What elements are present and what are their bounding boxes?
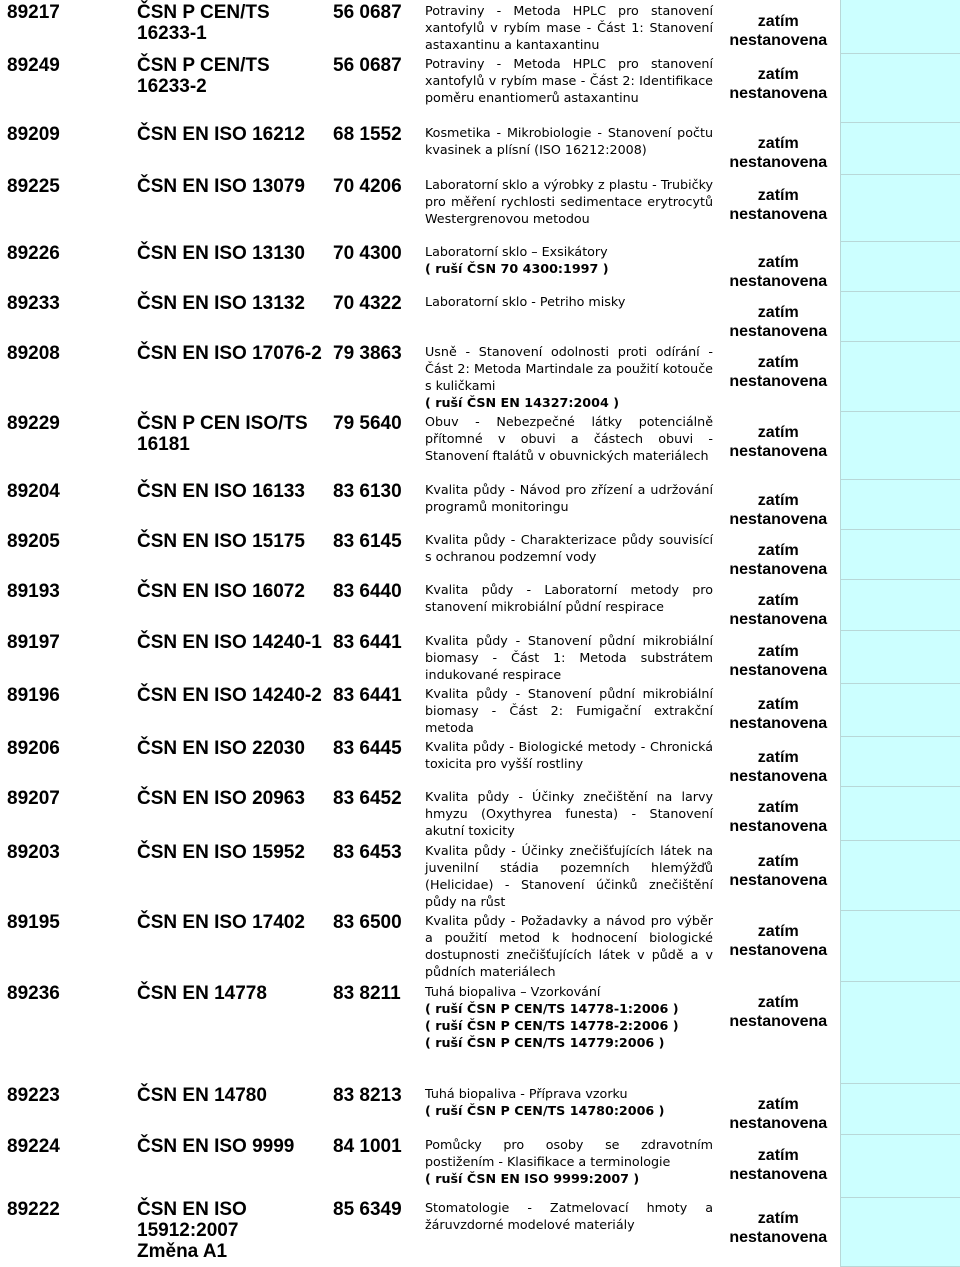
effective-date-cell bbox=[717, 479, 840, 529]
standard-designation: ČSN EN 14780 bbox=[137, 1085, 267, 1106]
table-row bbox=[0, 241, 960, 291]
standard-designation-cell bbox=[130, 736, 325, 786]
replaces-note: ( ruší ČSN P CEN/TS 14778-1:2006 ) bbox=[425, 1001, 679, 1016]
standard-title: Kvalita půdy - Účinky znečišťujících látek na juvenilní stádia pozemních hlemýžďů (Helicidae) - Stanovení účinků znečištění půdy na růst bbox=[425, 843, 713, 909]
effective-date-status: zatím bbox=[757, 66, 799, 83]
standard-title-cell bbox=[421, 411, 717, 479]
effective-date-cell bbox=[717, 291, 840, 341]
effective-date-cell bbox=[717, 1134, 840, 1197]
table-row bbox=[0, 53, 960, 122]
standard-title-cell bbox=[421, 1083, 717, 1134]
standard-title: Kvalita půdy - Laboratorní metody pro stanovení mikrobiální půdní respirace bbox=[425, 582, 713, 614]
effective-date-status: zatím bbox=[757, 492, 799, 509]
standard-title-cell bbox=[421, 122, 717, 174]
effective-date-status: zatím bbox=[757, 354, 799, 371]
registration-number: 89236 bbox=[7, 983, 60, 1004]
standard-title: Kvalita půdy - Charakterizace půdy souvisící s ochranou podzemní vody bbox=[425, 532, 713, 564]
standard-designation-cell bbox=[130, 341, 325, 411]
standard-title-cell bbox=[421, 683, 717, 736]
standard-designation-cell bbox=[130, 840, 325, 910]
table-row bbox=[0, 174, 960, 241]
effective-date-status: zatím bbox=[757, 13, 799, 30]
registration-number: 89222 bbox=[7, 1199, 60, 1220]
registration-number: 89206 bbox=[7, 738, 60, 759]
classification-code: 79 3863 bbox=[333, 343, 402, 364]
classification-code: 68 1552 bbox=[333, 124, 402, 145]
effective-date-status: zatím bbox=[757, 923, 799, 940]
classification-code: 70 4322 bbox=[333, 293, 402, 314]
effective-date-status: nestanovena bbox=[729, 611, 828, 628]
effective-date-cell bbox=[717, 786, 840, 840]
effective-date-cell bbox=[717, 122, 840, 174]
effective-date-cell bbox=[717, 736, 840, 786]
standard-title: Tuhá biopaliva – Vzorkování bbox=[425, 984, 601, 999]
registration-number: 89229 bbox=[7, 413, 60, 434]
effective-date-cell bbox=[717, 683, 840, 736]
standard-title-cell bbox=[421, 840, 717, 910]
classification-code: 83 6452 bbox=[333, 788, 402, 809]
standard-title-cell bbox=[421, 736, 717, 786]
effective-date-status: zatím bbox=[757, 643, 799, 660]
effective-date-cell bbox=[717, 53, 840, 122]
classification-code: 83 6453 bbox=[333, 842, 402, 863]
empty-cell bbox=[840, 479, 960, 529]
standard-amendment: Změna A1 bbox=[137, 1241, 228, 1262]
table-row bbox=[0, 479, 960, 529]
table-row bbox=[0, 683, 960, 736]
registration-number: 89223 bbox=[7, 1085, 60, 1106]
registration-number: 89249 bbox=[7, 55, 60, 76]
classification-code: 56 0687 bbox=[333, 55, 402, 76]
standard-title-cell bbox=[421, 174, 717, 241]
standard-title: Kvalita půdy - Požadavky a návod pro výběr a použití metod k hodnocení biologické dostupnosti znečišťujících látek v půdě a v půdních materiálech bbox=[425, 913, 713, 979]
effective-date-status: nestanovena bbox=[729, 1013, 828, 1030]
effective-date-status: zatím bbox=[757, 254, 799, 271]
table-row bbox=[0, 122, 960, 174]
standard-designation-cell bbox=[130, 786, 325, 840]
effective-date-status: nestanovena bbox=[729, 323, 828, 340]
classification-code: 83 6500 bbox=[333, 912, 402, 933]
effective-date-status: zatím bbox=[757, 696, 799, 713]
standard-title: Obuv - Nebezpečné látky potenciálně přítomné v obuvi a částech obuvi - Stanovení ftalátů v obuvnických materiálech bbox=[425, 414, 713, 463]
effective-date-cell bbox=[717, 241, 840, 291]
standard-title-cell bbox=[421, 291, 717, 341]
standard-designation: ČSN P CEN ISO/TS 16181 bbox=[137, 413, 308, 455]
table-row bbox=[0, 630, 960, 683]
standard-designation-cell bbox=[130, 411, 325, 479]
empty-cell bbox=[840, 736, 960, 786]
standard-title: Stomatologie - Zatmelovací hmoty a žáruvzdorné modelové materiály bbox=[425, 1200, 713, 1232]
standard-designation-cell bbox=[130, 291, 325, 341]
empty-cell bbox=[840, 579, 960, 630]
classification-code: 83 6130 bbox=[333, 481, 402, 502]
effective-date-status: nestanovena bbox=[729, 443, 828, 460]
effective-date-status: nestanovena bbox=[729, 85, 828, 102]
standard-designation-cell bbox=[130, 122, 325, 174]
effective-date-cell bbox=[717, 174, 840, 241]
standard-designation: ČSN EN ISO 15952 bbox=[137, 842, 305, 863]
table-row bbox=[0, 341, 960, 411]
standard-designation: ČSN EN ISO 22030 bbox=[137, 738, 305, 759]
standard-designation-cell bbox=[130, 630, 325, 683]
classification-code: 70 4206 bbox=[333, 176, 402, 197]
effective-date-status: nestanovena bbox=[729, 872, 828, 889]
empty-cell bbox=[840, 241, 960, 291]
registration-number: 89203 bbox=[7, 842, 60, 863]
registration-number: 89233 bbox=[7, 293, 60, 314]
table-row bbox=[0, 786, 960, 840]
empty-cell bbox=[840, 1134, 960, 1197]
registration-number: 89225 bbox=[7, 176, 60, 197]
effective-date-status: nestanovena bbox=[729, 1166, 828, 1183]
empty-cell bbox=[840, 630, 960, 683]
standard-designation-cell bbox=[130, 981, 325, 1083]
effective-date-cell bbox=[717, 981, 840, 1083]
standard-designation: ČSN EN ISO 17076-2 bbox=[137, 343, 322, 364]
standard-title: Potraviny - Metoda HPLC pro stanovení xantofylů v rybím mase - Část 2: Identifikace poměru enantiomerů astaxantinu bbox=[425, 56, 713, 105]
effective-date-status: zatím bbox=[757, 304, 799, 321]
standard-title: Pomůcky pro osoby se zdravotním postižením - Klasifikace a terminologie bbox=[425, 1137, 713, 1169]
empty-cell bbox=[840, 1083, 960, 1134]
table-row bbox=[0, 736, 960, 786]
standard-title-cell bbox=[421, 910, 717, 981]
standard-title: Laboratorní sklo - Petriho misky bbox=[425, 294, 626, 309]
classification-code: 83 8213 bbox=[333, 1085, 402, 1106]
effective-date-status: nestanovena bbox=[729, 206, 828, 223]
standard-designation: ČSN EN 14778 bbox=[137, 983, 267, 1004]
standard-designation: ČSN EN ISO 15912:2007 bbox=[137, 1199, 247, 1241]
classification-code: 70 4300 bbox=[333, 243, 402, 264]
replaces-note: ( ruší ČSN P CEN/TS 14778-2:2006 ) bbox=[425, 1018, 679, 1033]
standard-designation-cell bbox=[130, 683, 325, 736]
effective-date-status: nestanovena bbox=[729, 818, 828, 835]
effective-date-status: zatím bbox=[757, 1096, 799, 1113]
table-row bbox=[0, 529, 960, 579]
effective-date-status: nestanovena bbox=[729, 942, 828, 959]
effective-date-status: zatím bbox=[757, 542, 799, 559]
effective-date-status: zatím bbox=[757, 1210, 799, 1227]
standard-title: Laboratorní sklo – Exsikátory bbox=[425, 244, 608, 259]
effective-date-status: zatím bbox=[757, 187, 799, 204]
effective-date-status: nestanovena bbox=[729, 768, 828, 785]
standard-title: Kvalita půdy - Účinky znečištění na larvy hmyzu (Oxythyrea funesta) - Stanovení akutní toxicity bbox=[425, 789, 713, 838]
standard-designation: ČSN EN ISO 14240-2 bbox=[137, 685, 322, 706]
standard-title: Kvalita půdy - Návod pro zřízení a udržování programů monitoringu bbox=[425, 482, 713, 514]
effective-date-status: nestanovena bbox=[729, 511, 828, 528]
effective-date-cell bbox=[717, 840, 840, 910]
classification-code: 83 6440 bbox=[333, 581, 402, 602]
classification-code: 84 1001 bbox=[333, 1136, 402, 1157]
empty-cell bbox=[840, 0, 960, 53]
standard-designation: ČSN EN ISO 17402 bbox=[137, 912, 305, 933]
standard-title-cell bbox=[421, 0, 717, 53]
effective-date-cell bbox=[717, 1083, 840, 1134]
effective-date-cell bbox=[717, 910, 840, 981]
empty-cell bbox=[840, 53, 960, 122]
standard-designation: ČSN P CEN/TS 16233-1 bbox=[137, 2, 270, 44]
classification-code: 83 6441 bbox=[333, 632, 402, 653]
standard-title: Kvalita půdy - Biologické metody - Chronická toxicita pro vyšší rostliny bbox=[425, 739, 713, 771]
standard-title-cell bbox=[421, 1134, 717, 1197]
standard-designation: ČSN EN ISO 16212 bbox=[137, 124, 305, 145]
effective-date-status: zatím bbox=[757, 853, 799, 870]
table-row bbox=[0, 981, 960, 1083]
standard-title-cell bbox=[421, 529, 717, 579]
standard-designation-cell bbox=[130, 529, 325, 579]
registration-number: 89197 bbox=[7, 632, 60, 653]
standard-title-cell bbox=[421, 786, 717, 840]
table-row bbox=[0, 291, 960, 341]
effective-date-status: nestanovena bbox=[729, 662, 828, 679]
standard-title-cell bbox=[421, 341, 717, 411]
standard-designation: ČSN EN ISO 14240-1 bbox=[137, 632, 322, 653]
empty-cell bbox=[840, 291, 960, 341]
effective-date-status: nestanovena bbox=[729, 154, 828, 171]
empty-cell bbox=[840, 174, 960, 241]
effective-date-status: zatím bbox=[757, 749, 799, 766]
effective-date-cell bbox=[717, 411, 840, 479]
empty-cell bbox=[840, 341, 960, 411]
registration-number: 89193 bbox=[7, 581, 60, 602]
standard-title: Kvalita půdy - Stanovení půdní mikrobiální biomasy - Část 2: Fumigační extrakční metoda bbox=[425, 686, 713, 735]
registration-number: 89217 bbox=[7, 2, 60, 23]
registration-number: 89204 bbox=[7, 481, 60, 502]
empty-cell bbox=[840, 910, 960, 981]
standard-designation-cell bbox=[130, 1134, 325, 1197]
effective-date-cell bbox=[717, 579, 840, 630]
standard-title: Kvalita půdy - Stanovení půdní mikrobiální biomasy - Část 1: Metoda substrátem indukované respirace bbox=[425, 633, 713, 682]
table-row bbox=[0, 1083, 960, 1134]
standard-designation: ČSN EN ISO 16072 bbox=[137, 581, 305, 602]
table-row bbox=[0, 0, 960, 53]
empty-cell bbox=[840, 840, 960, 910]
standard-title-cell bbox=[421, 479, 717, 529]
effective-date-status: zatím bbox=[757, 135, 799, 152]
effective-date-status: nestanovena bbox=[729, 32, 828, 49]
standard-designation-cell bbox=[130, 910, 325, 981]
effective-date-cell bbox=[717, 630, 840, 683]
effective-date-status: zatím bbox=[757, 799, 799, 816]
classification-code: 56 0687 bbox=[333, 2, 402, 23]
empty-cell bbox=[840, 411, 960, 479]
registration-number: 89226 bbox=[7, 243, 60, 264]
registration-number: 89209 bbox=[7, 124, 60, 145]
effective-date-status: nestanovena bbox=[729, 1115, 828, 1132]
standard-designation: ČSN EN ISO 13130 bbox=[137, 243, 305, 264]
standard-designation: ČSN EN ISO 15175 bbox=[137, 531, 305, 552]
effective-date-status: zatím bbox=[757, 994, 799, 1011]
standard-designation-cell bbox=[130, 0, 325, 53]
effective-date-status: nestanovena bbox=[729, 273, 828, 290]
table-row bbox=[0, 840, 960, 910]
registration-number: 89208 bbox=[7, 343, 60, 364]
classification-code: 83 6445 bbox=[333, 738, 402, 759]
standard-title: Usně - Stanovení odolnosti proti odírání - Část 2: Metoda Martindale za použití kotouče s kuličkami bbox=[425, 344, 713, 393]
effective-date-cell bbox=[717, 529, 840, 579]
empty-cell bbox=[840, 683, 960, 736]
classification-code: 83 6441 bbox=[333, 685, 402, 706]
replaces-note: ( ruší ČSN EN 14327:2004 ) bbox=[425, 395, 619, 410]
standard-designation: ČSN EN ISO 16133 bbox=[137, 481, 305, 502]
replaces-note: ( ruší ČSN P CEN/TS 14779:2006 ) bbox=[425, 1035, 665, 1050]
table-row bbox=[0, 910, 960, 981]
standard-designation-cell bbox=[130, 53, 325, 122]
table-row bbox=[0, 1134, 960, 1197]
registration-number: 89207 bbox=[7, 788, 60, 809]
classification-code: 83 8211 bbox=[333, 983, 401, 1004]
empty-cell bbox=[840, 786, 960, 840]
standard-designation: ČSN P CEN/TS 16233-2 bbox=[137, 55, 270, 97]
effective-date-status: nestanovena bbox=[729, 373, 828, 390]
table-row bbox=[0, 579, 960, 630]
empty-cell bbox=[840, 529, 960, 579]
standard-designation-cell bbox=[130, 579, 325, 630]
registration-number: 89224 bbox=[7, 1136, 60, 1157]
classification-code: 79 5640 bbox=[333, 413, 402, 434]
standard-title: Tuhá biopaliva - Příprava vzorku bbox=[425, 1086, 628, 1101]
empty-cell bbox=[840, 122, 960, 174]
registration-number: 89205 bbox=[7, 531, 60, 552]
standard-designation: ČSN EN ISO 13132 bbox=[137, 293, 305, 314]
registration-number: 89196 bbox=[7, 685, 60, 706]
effective-date-cell bbox=[717, 341, 840, 411]
effective-date-status: zatím bbox=[757, 424, 799, 441]
effective-date-status: zatím bbox=[757, 1147, 799, 1164]
standard-designation: ČSN EN ISO 20963 bbox=[137, 788, 305, 809]
replaces-note: ( ruší ČSN 70 4300:1997 ) bbox=[425, 261, 609, 276]
standard-designation-cell bbox=[130, 174, 325, 241]
classification-code: 85 6349 bbox=[333, 1199, 402, 1220]
standard-title-cell bbox=[421, 53, 717, 122]
replaces-note: ( ruší ČSN EN ISO 9999:2007 ) bbox=[425, 1171, 640, 1186]
effective-date-status: nestanovena bbox=[729, 561, 828, 578]
effective-date-cell bbox=[717, 0, 840, 53]
standard-title: Kosmetika - Mikrobiologie - Stanovení počtu kvasinek a plísní (ISO 16212:2008) bbox=[425, 125, 713, 157]
replaces-note: ( ruší ČSN P CEN/TS 14780:2006 ) bbox=[425, 1103, 665, 1118]
effective-date-status: zatím bbox=[757, 592, 799, 609]
standard-title-cell bbox=[421, 981, 717, 1083]
standard-title: Laboratorní sklo a výrobky z plastu - Trubičky pro měření rychlosti sedimentace erytrocytů Westergrenovou metodou bbox=[425, 177, 713, 226]
table-row bbox=[0, 411, 960, 479]
registration-number: 89195 bbox=[7, 912, 60, 933]
standard-designation: ČSN EN ISO 9999 bbox=[137, 1136, 295, 1157]
standard-title-cell bbox=[421, 241, 717, 291]
standard-title-cell bbox=[421, 630, 717, 683]
effective-date-status: nestanovena bbox=[729, 1229, 828, 1246]
effective-date-status: nestanovena bbox=[729, 715, 828, 732]
empty-cell bbox=[840, 981, 960, 1083]
standard-designation-cell bbox=[130, 1083, 325, 1134]
standard-designation-cell bbox=[130, 479, 325, 529]
standard-designation-cell bbox=[130, 241, 325, 291]
standard-designation: ČSN EN ISO 13079 bbox=[137, 176, 305, 197]
standard-title: Potraviny - Metoda HPLC pro stanovení xantofylů v rybím mase - Část 1: Stanovení astaxantinu a kantaxantinu bbox=[425, 3, 713, 52]
standard-title-cell bbox=[421, 579, 717, 630]
classification-code: 83 6145 bbox=[333, 531, 402, 552]
